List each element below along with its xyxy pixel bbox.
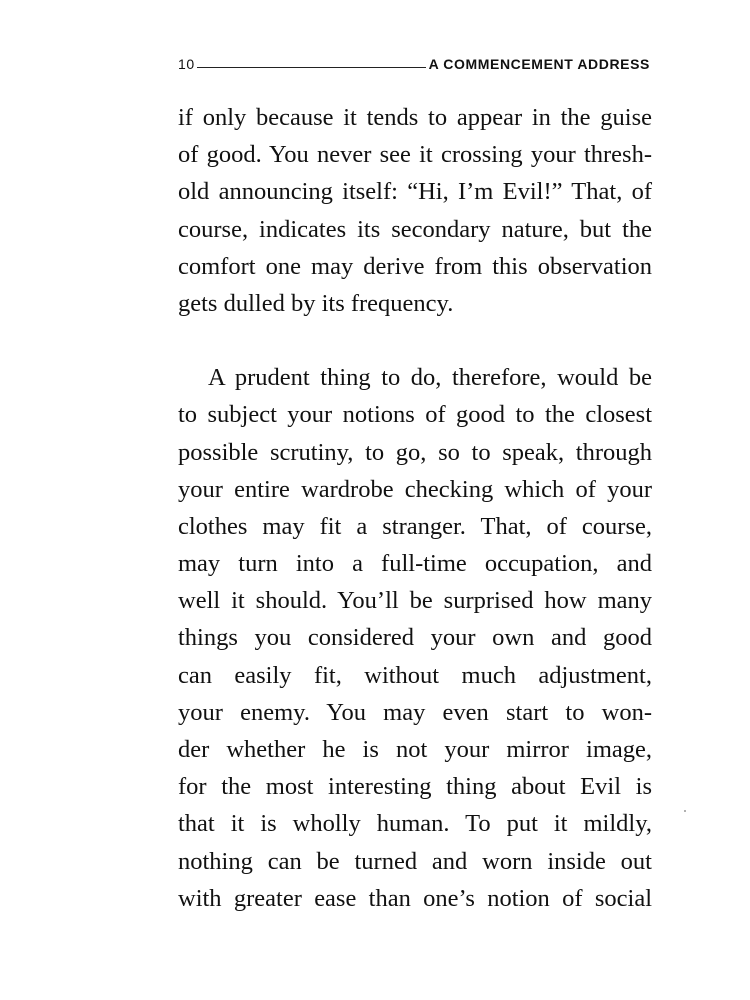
text-line: for the most interesting thing about Evil is bbox=[178, 773, 652, 801]
paragraph-gap bbox=[178, 322, 652, 359]
header-rule bbox=[197, 67, 426, 68]
paragraph-2 bbox=[178, 359, 652, 917]
text-line: course, indicates its secondary nature, but the bbox=[178, 215, 652, 243]
text-line: things you considered your own and good bbox=[178, 624, 652, 652]
text-line: your enemy. You may even start to won- bbox=[178, 698, 652, 726]
running-title: A COMMENCEMENT ADDRESS bbox=[428, 56, 650, 72]
text-line: der whether he is not your mirror image, bbox=[178, 736, 652, 763]
text-line: possible scrutiny, to go, so to speak, through bbox=[178, 438, 652, 466]
text-line: to subject your notions of good to the closest bbox=[178, 401, 652, 429]
text-line: A prudent thing to do, therefore, would be bbox=[208, 364, 652, 392]
text-line: old announcing itself: “Hi, I’m Evil!” That, of bbox=[178, 178, 652, 206]
text-line: can easily fit, without much adjustment, bbox=[178, 661, 652, 689]
text-line: with greater ease than one’s notion of social bbox=[178, 884, 652, 912]
text-line: may turn into a full-time occupation, and bbox=[178, 550, 652, 578]
paragraph-1 bbox=[178, 99, 652, 322]
text-line: clothes may fit a stranger. That, of course, bbox=[178, 512, 652, 540]
text-line: well it should. You’ll be surprised how many bbox=[178, 587, 652, 615]
text-line: nothing can be turned and worn inside out bbox=[178, 847, 652, 875]
body-text bbox=[178, 99, 652, 917]
text-line: of good. You never see it crossing your thresh- bbox=[178, 141, 652, 169]
text-line: your entire wardrobe checking which of your bbox=[178, 475, 652, 503]
text-line: that it is wholly human. To put it mildly, bbox=[178, 810, 652, 838]
text-line: comfort one may derive from this observation bbox=[178, 252, 652, 280]
text-line: gets dulled by its frequency. bbox=[178, 289, 454, 317]
running-head bbox=[178, 50, 650, 72]
text-line: if only because it tends to appear in the guise bbox=[178, 104, 652, 131]
print-speck bbox=[684, 810, 686, 812]
page-number: 10 bbox=[178, 56, 195, 72]
